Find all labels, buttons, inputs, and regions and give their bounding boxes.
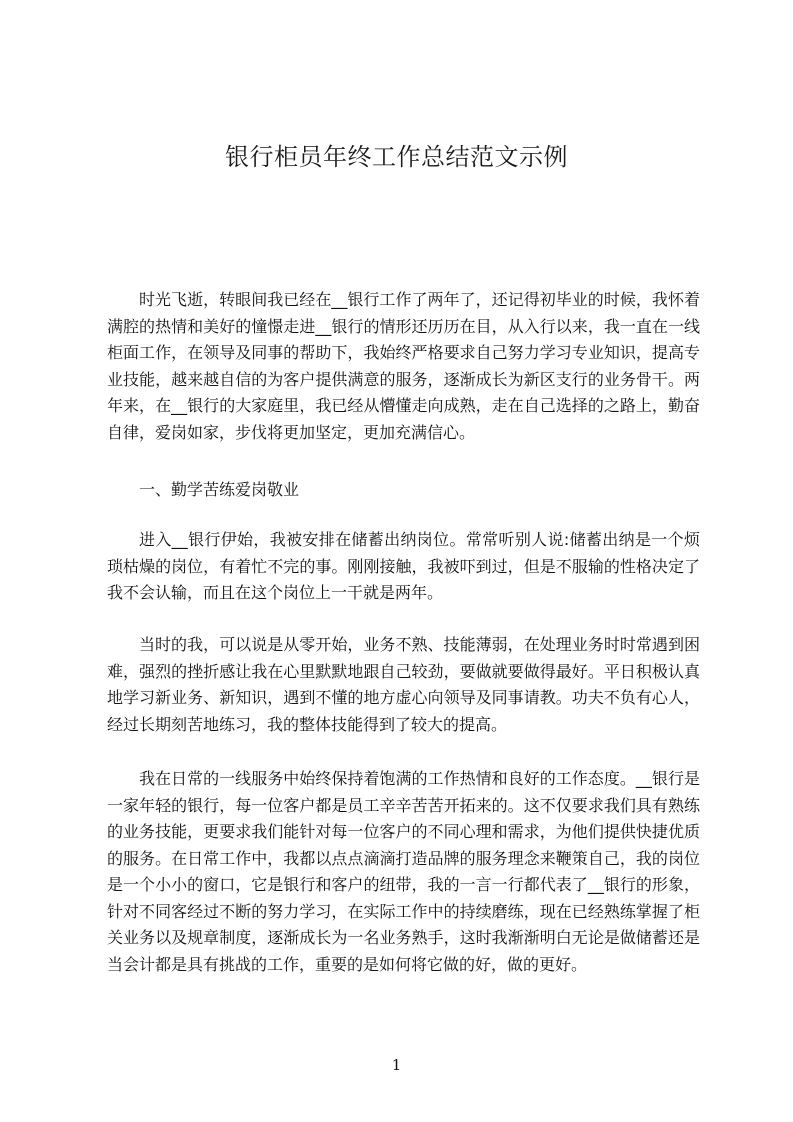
body-paragraph: 当时的我，可以说是从零开始，业务不熟、技能薄弱，在处理业务时时常遇到困难，强烈的挫折感让我在心里默默地跟自己较劲，要做就要做得最好。平日积极认真地学习新业务、新知识，遇到不懂的地方虚心向领导及同事请教。功夫不负有心人，经过长期刻苦地练习，我的整体技能得到了较大的提高。 <box>107 635 700 734</box>
section-heading: 一、勤学苦练爱岗敬业 <box>139 480 300 499</box>
intro-paragraph: 时光飞逝，转眼间我已经在__银行工作了两年了，还记得初毕业的时候，我怀着满腔的热情和美好的憧憬走进__银行的情形还历历在目，从入行以来，我一直在一线柜面工作，在领导及同事的帮助下，我始终严格要求自己努力学习专业知识，提高专业技能，越来越自信的为客户提供满意的服务，逐渐成长为新区支行的业务骨干。两年来，在__银行的大家庭里，我已经从懵懂走向成熟，走在自己选择的之路上，勤奋自律，爱岗如家，步伐将更加坚定，更加充满信心。 <box>107 290 700 442</box>
body-paragraph: 进入__银行伊始，我被安排在储蓄出纳岗位。常常听别人说:储蓄出纳是一个烦琐枯燥的岗位，有着忙不完的事。刚刚接触，我被吓到过，但是不服输的性格决定了我不会认输，而且在这个岗位上一干就是两年。 <box>107 530 700 602</box>
document-title: 银行柜员年终工作总结范文示例 <box>225 143 568 171</box>
body-paragraph: 我在日常的一线服务中始终保持着饱满的工作热情和良好的工作态度。__银行是一家年轻的银行，每一位客户都是员工辛辛苦苦开拓来的。这不仅要求我们具有熟练的业务技能，更要求我们能针对每一位客户的不同心理和需求，为他们提供快捷优质的服务。在日常工作中，我都以点点滴滴打造品牌的服务理念来鞭策自己，我的岗位是一个小小的窗口，它是银行和客户的纽带，我的一言一行都代表了__银行的形象，针对不同客经过不断的努力学习，在实际工作中的持续磨练，现在已经熟练掌握了柜关业务以及规章制度，逐渐成长为一名业务熟手，这时我渐渐明白无论是做储蓄还是当会计都是具有挑战的工作，重要的是如何将它做的好，做的更好。 <box>107 769 700 974</box>
page-number: 1 <box>391 1056 402 1074</box>
